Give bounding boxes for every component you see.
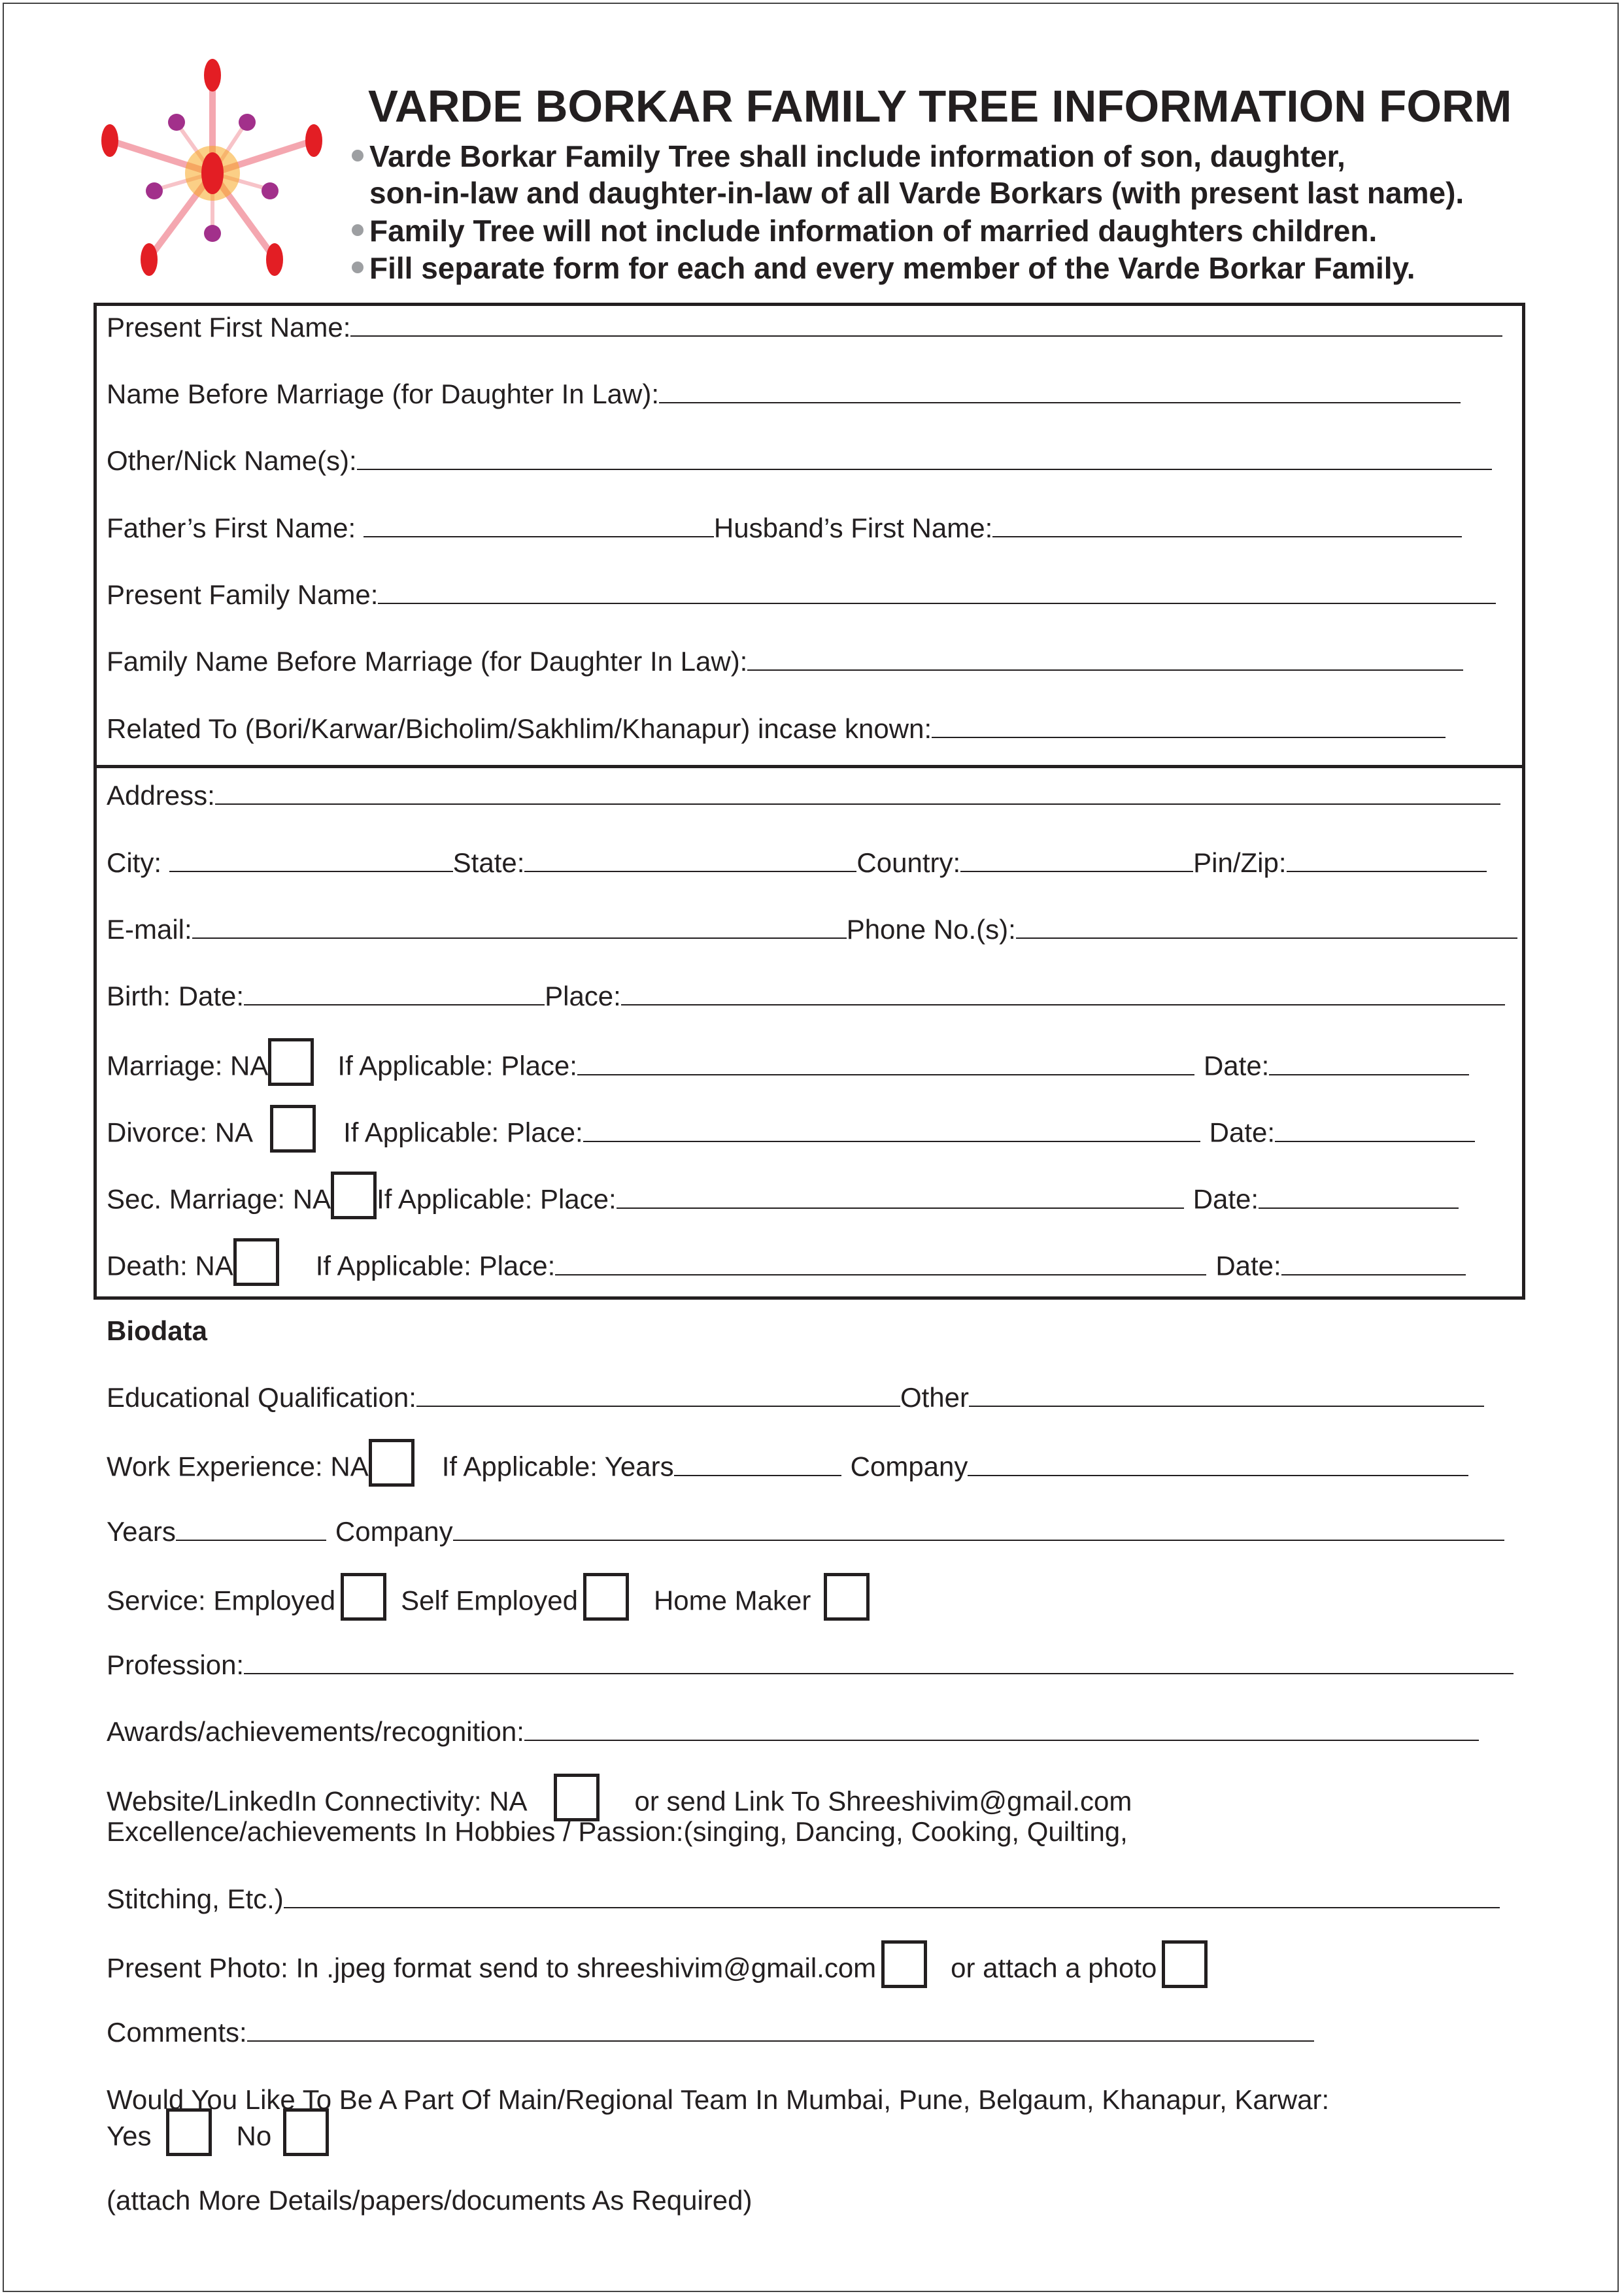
marriage-na-checkbox[interactable] <box>268 1038 314 1086</box>
sec-marriage-place-field[interactable] <box>617 1206 1184 1209</box>
present-first-name-label: Present First Name: <box>107 312 351 343</box>
divorce-na-checkbox[interactable] <box>270 1105 316 1153</box>
other-qualification-label: Other <box>900 1382 970 1413</box>
nick-names-row <box>107 447 1492 475</box>
stitching-row <box>107 1885 1500 1913</box>
family-name-before-marriage-field[interactable] <box>747 668 1463 671</box>
city-state-row <box>107 849 1487 877</box>
name-before-marriage-field[interactable] <box>659 401 1461 403</box>
service-employed-label: Service: Employed <box>107 1585 336 1616</box>
educational-qualification-label: Educational Qualification: <box>107 1382 416 1413</box>
service-employed-checkbox[interactable] <box>341 1573 386 1621</box>
self-employed-label: Self Employed <box>401 1585 578 1616</box>
city-label: City: <box>107 847 169 878</box>
death-na-label: Death: NA <box>107 1250 233 1281</box>
info-bullet-3: Fill separate form for each and every member of the Varde Borkar Family. <box>369 251 1415 285</box>
logo-center-flame <box>201 152 224 194</box>
present-family-name-row <box>107 581 1496 609</box>
present-first-name-row <box>107 314 1502 341</box>
profession-row <box>107 1651 1514 1679</box>
death-date-field[interactable] <box>1281 1273 1466 1275</box>
death-na-checkbox[interactable] <box>233 1238 279 1286</box>
related-to-row <box>107 715 1446 743</box>
death-date-label: Date: <box>1215 1250 1281 1281</box>
home-maker-label: Home Maker <box>653 1585 811 1616</box>
profession-label: Profession: <box>107 1649 245 1680</box>
no-label: No <box>236 2120 272 2152</box>
email-label: E-mail: <box>107 914 192 945</box>
divorce-date-field[interactable] <box>1275 1140 1475 1142</box>
bullet-dot <box>352 150 364 161</box>
info-bullet-1-cont: son-in-law and daughter-in-law of all Varde Borkars (with present last name). <box>369 176 1464 210</box>
bullet-dot <box>352 224 364 236</box>
email-phone-row <box>107 916 1517 943</box>
work-experience-na-checkbox[interactable] <box>369 1439 414 1487</box>
husbands-first-name-field[interactable] <box>992 535 1462 537</box>
work-experience-2-row <box>107 1518 1504 1545</box>
profession-field[interactable] <box>244 1672 1514 1674</box>
fathers-first-name-field[interactable] <box>364 535 714 537</box>
attach-more-text: (attach More Details/papers/documents As Required) <box>107 2185 753 2216</box>
company-2-field[interactable] <box>453 1538 1504 1541</box>
comments-label: Comments: <box>107 2017 247 2048</box>
work-experience-na-label: Work Experience: NA <box>107 1451 369 1482</box>
husbands-first-name-label: Husband’s First Name: <box>713 513 993 543</box>
present-first-name-field[interactable] <box>350 334 1502 337</box>
death-place-field[interactable] <box>555 1273 1206 1275</box>
fathers-first-name-label: Father’s First Name: <box>107 513 364 543</box>
divorce-na-label: Divorce: NA <box>107 1117 254 1148</box>
marriage-row <box>107 1050 1469 1086</box>
sec-marriage-na-label: Sec. Marriage: NA <box>107 1183 331 1215</box>
birth-place-field[interactable] <box>621 1003 1505 1005</box>
family-tree-logo <box>97 56 327 281</box>
hobbies-label: Excellence/achievements In Hobbies / Passion:(singing, Dancing, Cooking, Quilting, <box>107 1816 1128 1847</box>
sec-marriage-date-label: Date: <box>1193 1183 1259 1215</box>
nick-names-field[interactable] <box>357 467 1492 470</box>
yes-checkbox[interactable] <box>166 2108 212 2156</box>
related-to-field[interactable] <box>932 735 1446 738</box>
awards-label: Awards/achievements/recognition: <box>107 1716 524 1747</box>
city-field[interactable] <box>169 869 453 872</box>
birth-row <box>107 983 1505 1010</box>
phone-label: Phone No.(s): <box>846 914 1016 945</box>
country-label: Country: <box>856 847 961 878</box>
pin-field[interactable] <box>1287 869 1487 872</box>
educational-qualification-field[interactable] <box>416 1404 900 1407</box>
work-experience-row <box>107 1451 1468 1487</box>
self-employed-checkbox[interactable] <box>583 1573 629 1621</box>
info-bullet-1: Varde Borkar Family Tree shall include information of son, daughter, <box>369 139 1345 173</box>
address-row <box>107 782 1500 809</box>
awards-field[interactable] <box>524 1738 1479 1741</box>
work-years-field[interactable] <box>674 1474 841 1476</box>
work-years-label: If Applicable: Years <box>441 1451 674 1482</box>
marriage-place-field[interactable] <box>577 1073 1194 1075</box>
home-maker-checkbox[interactable] <box>824 1573 870 1621</box>
sec-marriage-place-label: If Applicable: Place: <box>377 1183 617 1215</box>
divorce-date-label: Date: <box>1209 1117 1276 1148</box>
family-name-before-marriage-label: Family Name Before Marriage (for Daughter In Law): <box>107 646 748 677</box>
work-company-field[interactable] <box>968 1474 1468 1476</box>
sec-marriage-na-checkbox[interactable] <box>331 1172 377 1219</box>
info-bullet-2: Family Tree will not include information of married daughters children. <box>369 214 1378 248</box>
years-2-field[interactable] <box>176 1538 326 1541</box>
state-field[interactable] <box>524 869 856 872</box>
death-place-label: If Applicable: Place: <box>315 1250 556 1281</box>
marriage-na-label: Marriage: NA <box>107 1050 269 1081</box>
stitching-label: Stitching, Etc.) <box>107 1883 284 1914</box>
address-label: Address: <box>107 780 215 811</box>
send-link-text: or send Link To Shreeshivim@gmail.com <box>634 1785 1132 1817</box>
email-field[interactable] <box>192 936 847 939</box>
marriage-date-field[interactable] <box>1269 1073 1469 1075</box>
birth-date-label: Birth: Date: <box>107 981 245 1011</box>
attach-photo-label: or attach a photo <box>951 1952 1157 1984</box>
name-before-marriage-label: Name Before Marriage (for Daughter In Law): <box>107 379 660 409</box>
contact-life-events-box <box>93 765 1525 1300</box>
present-family-name-field[interactable] <box>378 601 1496 604</box>
parent-spouse-row <box>107 515 1462 542</box>
hobbies-row <box>107 1818 1128 1846</box>
sec-marriage-row <box>107 1183 1459 1219</box>
work-company-label: Company <box>850 1451 968 1482</box>
years-2-label: Years <box>107 1516 176 1547</box>
marriage-date-label: Date: <box>1203 1050 1270 1081</box>
country-field[interactable] <box>960 869 1193 872</box>
form-title: VARDE BORKAR FAMILY TREE INFORMATION FORM <box>368 81 1512 131</box>
hobbies-field[interactable] <box>284 1906 1500 1908</box>
family-name-before-marriage-row <box>107 648 1463 675</box>
yes-label: Yes <box>107 2120 152 2152</box>
photo-row <box>107 1952 1208 1988</box>
other-qualification-field[interactable] <box>969 1404 1484 1407</box>
comments-row <box>107 2019 1314 2046</box>
address-field[interactable] <box>215 802 1500 805</box>
marriage-place-label: If Applicable: Place: <box>337 1050 577 1081</box>
attach-more-row <box>107 2187 752 2214</box>
pin-label: Pin/Zip: <box>1193 847 1287 878</box>
related-to-label: Related To (Bori/Karwar/Bicholim/Sakhlim/Khanapur) incase known: <box>107 713 932 744</box>
team-question-label: Would You Like To Be A Part Of Main/Regional Team In Mumbai, Pune, Belgaum, Khanapur, Karwar: <box>107 2084 1330 2115</box>
state-label: State: <box>452 847 525 878</box>
comments-field[interactable] <box>247 2039 1314 2042</box>
company-2-label: Company <box>335 1516 453 1547</box>
website-na-checkbox[interactable] <box>554 1774 600 1821</box>
birth-date-field[interactable] <box>244 1003 545 1005</box>
biodata-heading: Biodata <box>107 1315 208 1346</box>
divorce-place-label: If Applicable: Place: <box>343 1117 583 1148</box>
birth-place-label: Place: <box>545 981 621 1011</box>
divorce-row <box>107 1117 1475 1153</box>
attach-photo-checkbox[interactable] <box>1162 1940 1208 1988</box>
present-family-name-label: Present Family Name: <box>107 579 379 610</box>
nick-names-label: Other/Nick Name(s): <box>107 445 357 476</box>
photo-label: Present Photo: In .jpeg format send to shreeshivim@gmail.com <box>107 1952 877 1984</box>
phone-field[interactable] <box>1016 936 1517 939</box>
divorce-place-field[interactable] <box>583 1140 1200 1142</box>
name-before-marriage-row <box>107 380 1461 408</box>
service-row <box>107 1585 870 1621</box>
team-answer-row <box>107 2120 329 2156</box>
sec-marriage-date-field[interactable] <box>1259 1206 1459 1209</box>
website-na-label: Website/LinkedIn Connectivity: NA <box>107 1785 528 1817</box>
no-checkbox[interactable] <box>283 2108 329 2156</box>
awards-row <box>107 1718 1479 1746</box>
bullet-dot <box>352 262 364 273</box>
education-row <box>107 1384 1484 1411</box>
photo-email-checkbox[interactable] <box>881 1940 927 1988</box>
death-row <box>107 1250 1466 1286</box>
